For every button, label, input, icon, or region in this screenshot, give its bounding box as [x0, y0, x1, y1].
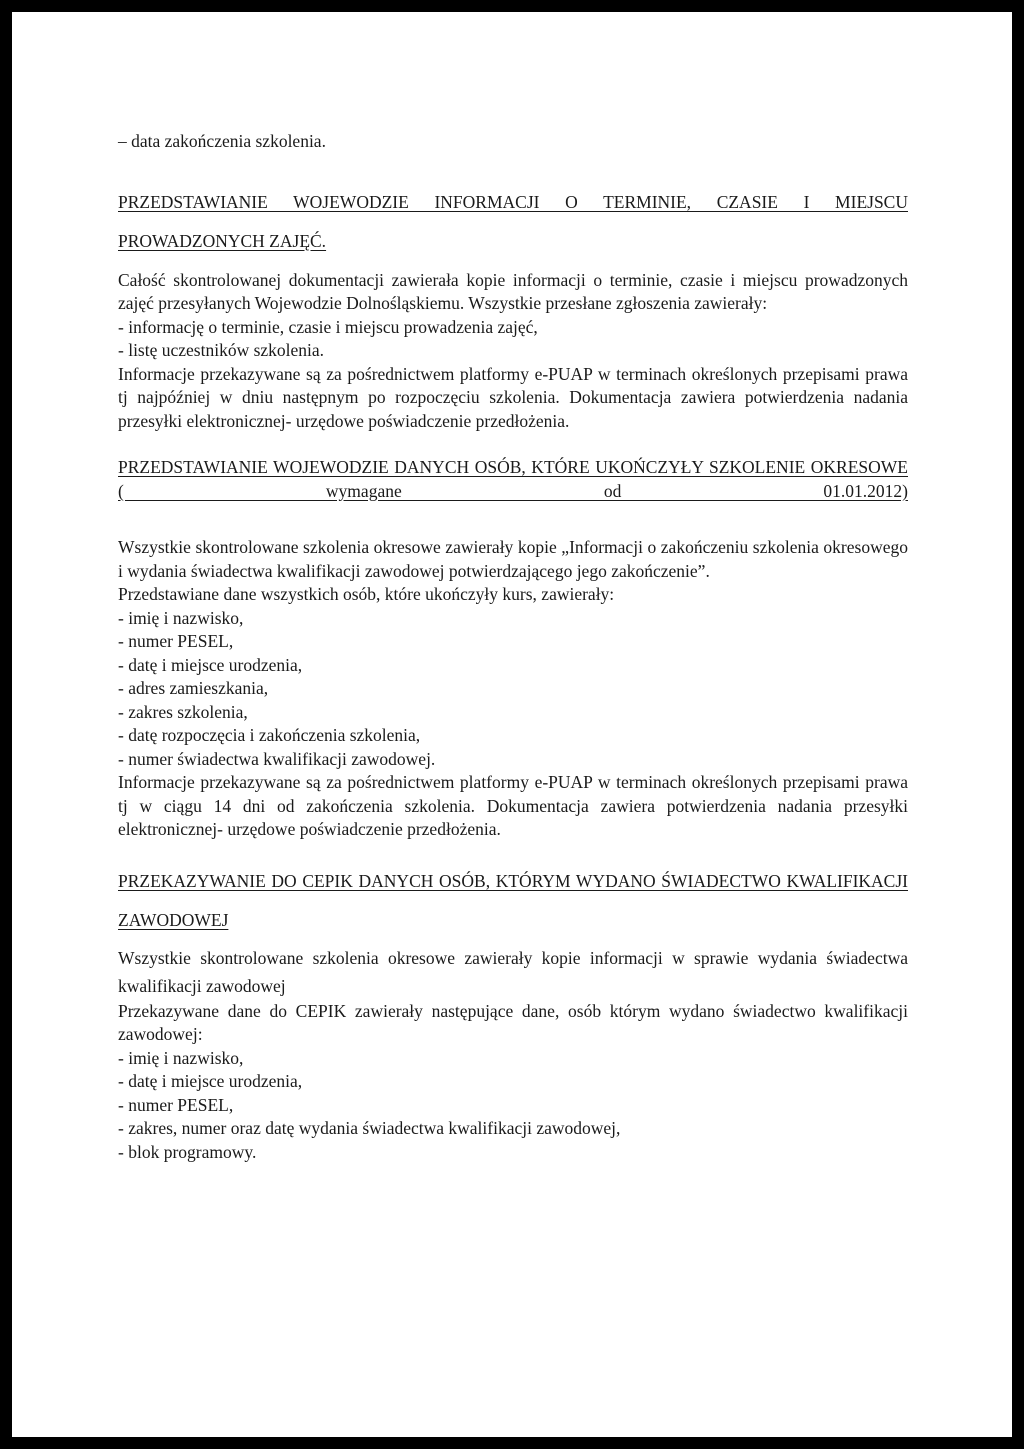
list-item: - datę i miejsce urodzenia, [118, 654, 303, 675]
section-heading-terms: PRZEDSTAWIANIE WOJEWODZIE INFORMACJI O TERMINIE, CZASIE I MIEJSCU PROWADZONYCH ZAJĘĆ. [118, 191, 908, 251]
section-heading-graduates: PRZEDSTAWIANIE WOJEWODZIE DANYCH OSÓB, KTÓRE UKOŃCZYŁY SZKOLENIE OKRESOWE ( wymagane od 01.01.2012) [118, 457, 908, 501]
section-heading-cepik: PRZEKAZYWANIE DO CEPIK DANYCH OSÓB, KTÓRYM WYDANO ŚWIADECTWO KWALIFIKACJI ZAWODOWEJ [118, 870, 908, 930]
list-item: - imię i nazwisko, [118, 607, 244, 628]
list-item: - datę rozpoczęcia i zakończenia szkolenia, [118, 725, 421, 745]
list-item: - listę uczestników szkolenia. [118, 340, 325, 360]
list-item: - numer świadectwa kwalifikacji zawodowej. [118, 748, 436, 769]
section-graduates-list [118, 607, 908, 772]
document-body [118, 130, 908, 1164]
list-item: - adres zamieszkania, [118, 678, 269, 698]
list-item: - numer PESEL, [118, 1094, 234, 1115]
list-item: - numer PESEL, [118, 631, 234, 651]
section-terms-list [118, 316, 908, 363]
list-item: - datę i miejsce urodzenia, [118, 1071, 303, 1091]
section-graduates-list-intro: Przedstawiane dane wszystkich osób, które ukończyły kurs, zawierały: [118, 584, 615, 604]
list-item: - zakres szkolenia, [118, 701, 248, 722]
list-item: - imię i nazwisko, [118, 1047, 244, 1068]
list-item: - zakres, numer oraz datę wydania świadectwa kwalifikacji zawodowej, [118, 1118, 621, 1138]
section-cepik-intro: Wszystkie skontrolowane szkolenia okresowe zawierały kopie informacji w sprawie wydania świadectwa kwalifikacji zawodowej [118, 947, 908, 996]
list-item: - blok programowy. [118, 1141, 257, 1162]
top-list-item: – data zakończenia szkolenia. [118, 131, 326, 151]
section-cepik-list [118, 1047, 908, 1165]
section-terms-intro: Całość skontrolowanej dokumentacji zawierała kopie informacji o terminie, czasie i miejscu prowadzonych zajęć przesyłanych Wojewodzie Dolnośląskiemu. Wszystkie przesłane zgłoszenia zawierały: [118, 269, 908, 313]
list-item: - informację o terminie, czasie i miejscu prowadzenia zajęć, [118, 316, 538, 337]
section-graduates-intro: Wszystkie skontrolowane szkolenia okresowe zawierały kopie „Informacji o zakończeniu szkolenia okresowego i wydania świadectwa kwalifikacji zawodowej potwierdzającego jego zakończenie”. [118, 537, 908, 581]
section-cepik-list-intro: Przekazywane dane do CEPIK zawierały następujące dane, osób którym wydano świadectwo kwalifikacji zawodowej: [118, 1000, 908, 1044]
section-graduates-closing: Informacje przekazywane są za pośrednictwem platformy e-PUAP w terminach określonych przepisami prawa tj w ciągu 14 dni od zakończenia szkolenia. Dokumentacja zawiera potwierdzenia nadania przesyłki elektronicznej- urzędowe poświadczenie przedłożenia. [118, 772, 908, 839]
section-terms-closing: Informacje przekazywane są za pośrednictwem platformy e-PUAP w terminach określonych przepisami prawa tj najpóźniej w dniu następnym po rozpoczęciu szkolenia. Dokumentacja zawiera potwierdzenia nadania przesyłki elektronicznej- urzędowe poświadczenie przedłożenia. [118, 363, 908, 431]
document-page [12, 12, 1012, 1437]
